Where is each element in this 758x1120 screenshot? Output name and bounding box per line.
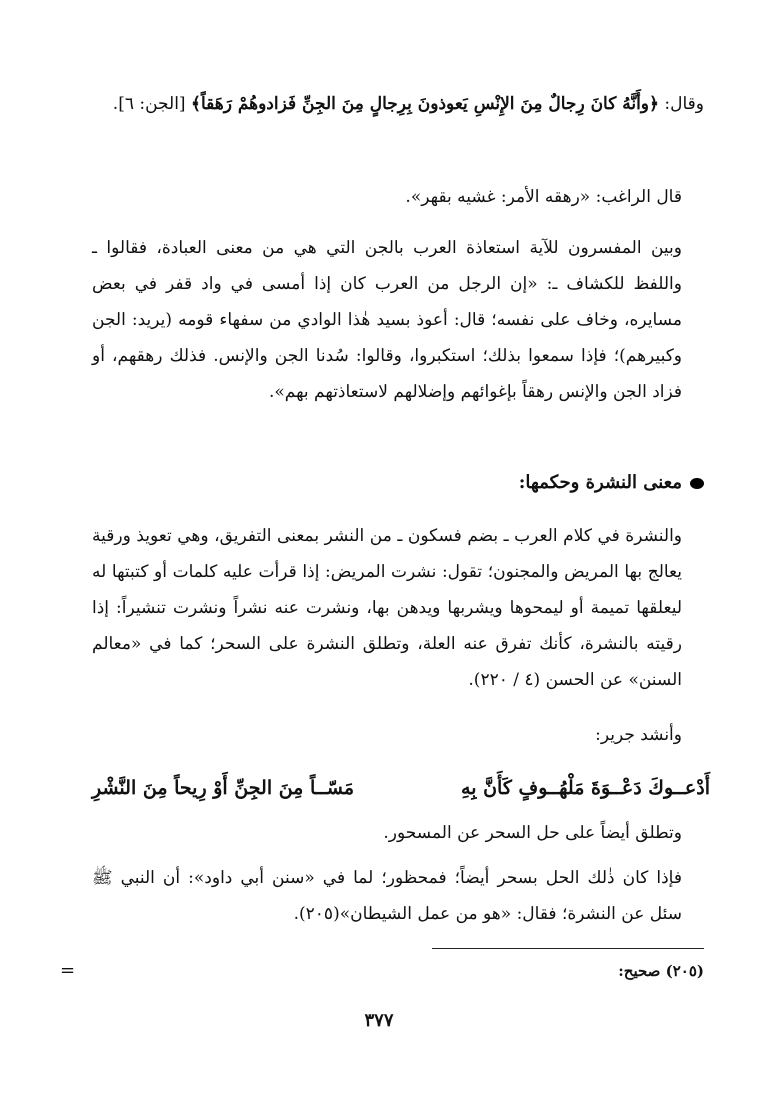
footnote-continuation-mark: = (60, 960, 76, 981)
footnote-text: (٢٠٥) صحيح: (618, 962, 704, 980)
jarir-block (92, 717, 704, 753)
section-heading (92, 465, 704, 501)
also-sihr: وتطلق أيضاً على حل السحر عن المسحور. (383, 823, 682, 843)
footnote-separator (432, 948, 704, 949)
quran-verse: ﴿وأَنَّهُ كانَ رِجالٌ مِنَ الإِنْسِ يَعوذونَ بِرِجالٍ مِنَ الجِنِّ فَزادوهُمْ رَهَقاً﴾ (190, 94, 659, 114)
nushra-definition: والنشرة في كلام العرب ـ بضم فسكون ـ من النشر بمعنى التفريق، وهي تعويذ ورقية يعالج بها المريض والمجنون؛ تقول: نشرت المريض: إذا قرأت عليه كلمات أو كتبتها له ليعلقها تميمة أو ليمحوها ويشربها ويدهن بها، ونشرت عنه نشراً ونشرت تنشيراً: إذا رقيته بالنشرة، كأنك تفرق عنه العلة، وتطلق النشرة على السحر؛ كما في «معالم السنن» عن الحسن (٤ / ٢٢٠). (92, 526, 682, 690)
page-number: ٣٧٧ (364, 1010, 394, 1031)
quran-reference: [الجن: ٦]. (112, 94, 186, 114)
raghib-quote: قال الراغب: «رهقه الأمر: غشيه بقهر». (405, 187, 682, 207)
verse-first-hemistich: أَدْعــوكَ دَعْــوَةَ مَلْهُــوفٍ كَأَنَّ بِهِ (461, 777, 710, 799)
quran-intro: وقال: (664, 94, 704, 114)
mufassirun-block (92, 230, 704, 410)
raghib-block (92, 179, 704, 215)
also-sihr-block (92, 815, 704, 851)
bullet-icon (690, 478, 704, 489)
mufassirun-paragraph: وبين المفسرون للآية استعاذة العرب بالجن التي هي من معنى العبادة، فقالوا ـ واللفظ للكشاف ـ: «إن الرجل من العرب كان إذا أمسى في واد قفر في بعض مسايره، وخاف على نفسه؛ قال: أعوذ بسيد هٰذا الوادي من سفهاء قومه (يريد: الجن وكبيرهم)؛ فإذا سمعوا بذلك؛ استكبروا، وقالوا: سُدنا الجن والإنس. فذلك رهقهم، أو فزاد الجن والإنس رهقاً بإغوائهم وإضلالهم لاستعاذتهم بهم». (92, 238, 682, 402)
jarir-intro: وأنشد جرير: (595, 725, 682, 745)
quran-citation (92, 86, 704, 122)
poetry-verse (92, 768, 710, 808)
verse-second-hemistich: مَسّــاً مِنَ الجِنِّ أَوْ رِيحاً مِنَ النَّشْرِ (92, 777, 355, 799)
nushra-definition-block (92, 518, 704, 698)
quran-citation-block (92, 86, 704, 122)
hukm-paragraph: فإذا كان ذٰلك الحل بسحر أيضاً؛ فمحظور؛ لما في «سنن أبي داود»: أن النبي ﷺ سئل عن النشرة؛ فقال: «هو من عمل الشيطان»(٢٠٥). (92, 868, 682, 924)
section-heading-text: معنى النشرة وحكمها: (518, 472, 682, 493)
hukm-block (92, 860, 704, 932)
footnote (92, 958, 704, 984)
